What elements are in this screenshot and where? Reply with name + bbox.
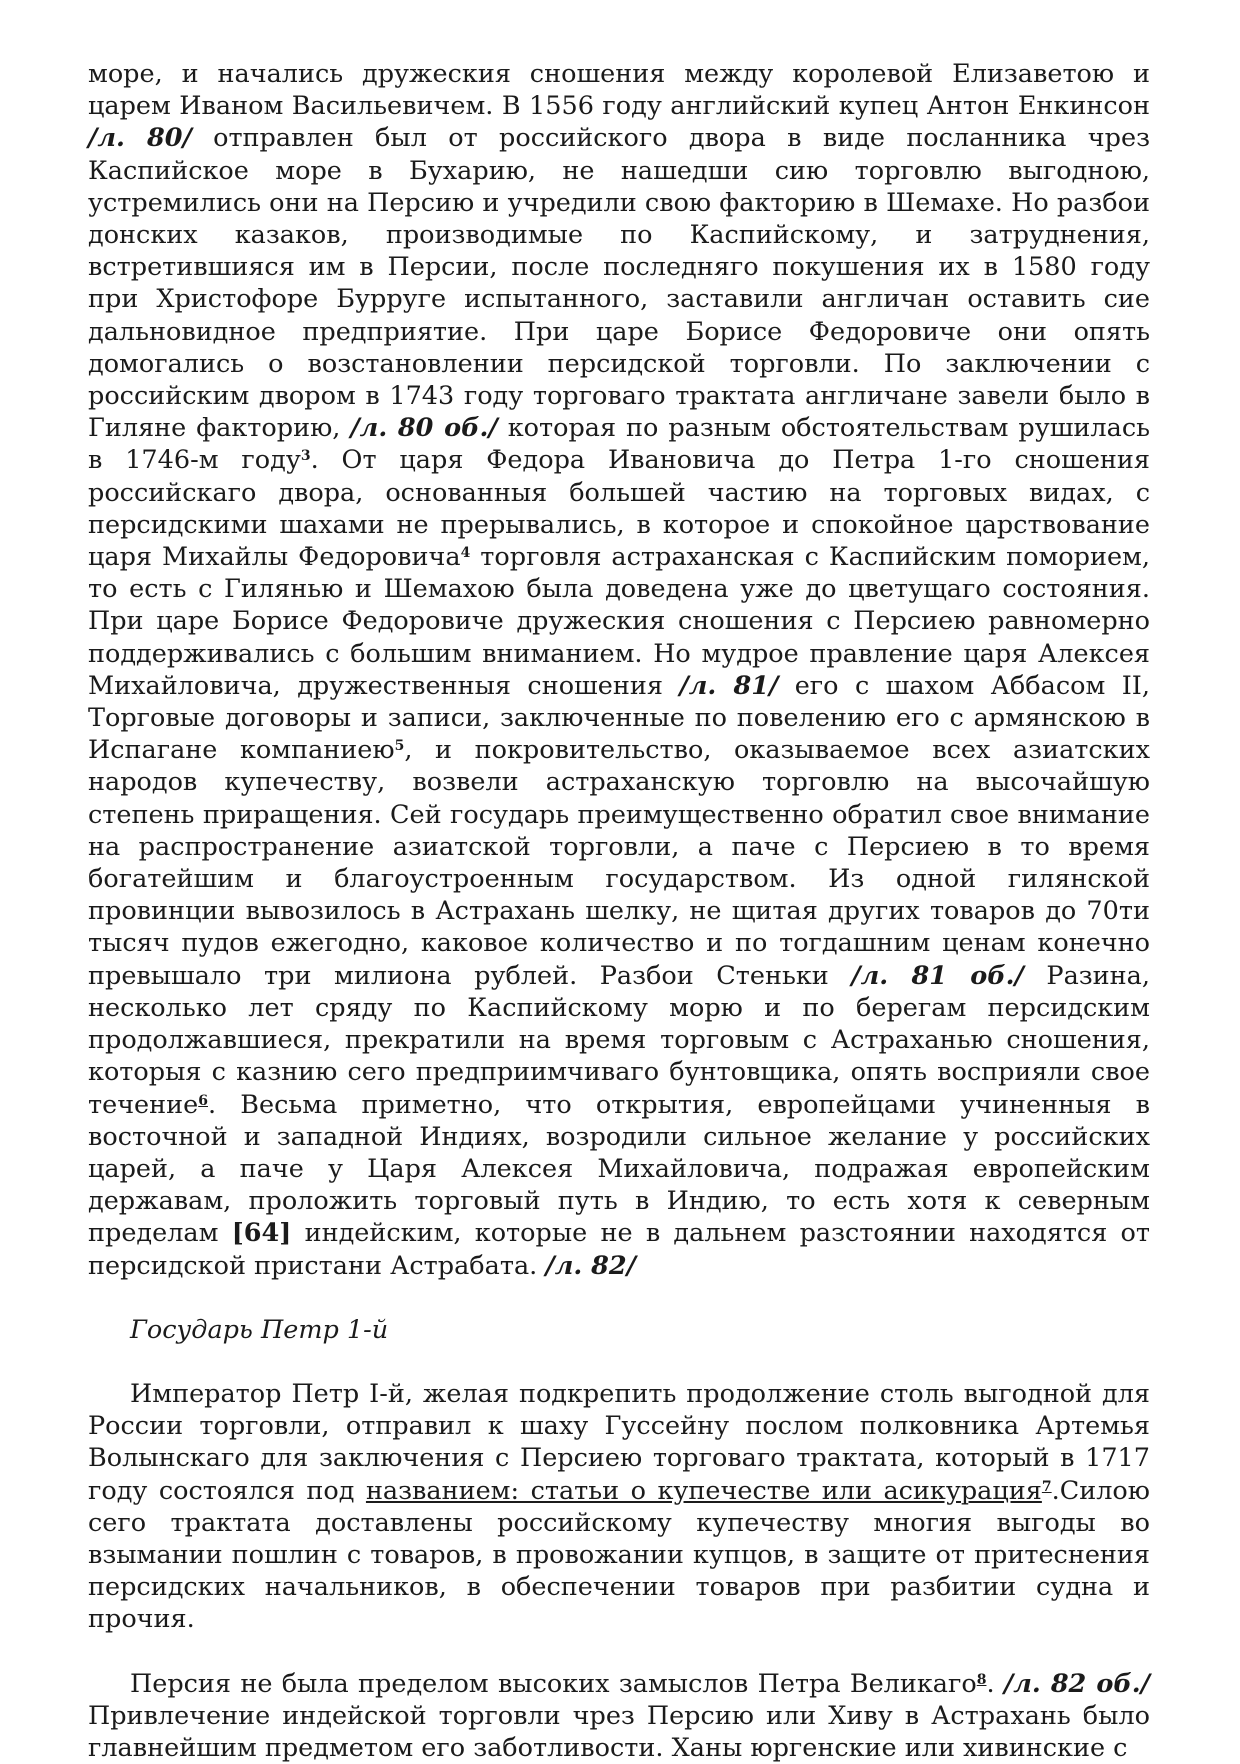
text-run: Разина, несколько лет сряду по Каспийскому морю и по берегам персидским продолжавшиеся, прекратили на время торговым с Астраханью сношения, которыя с казнию сего предприимчиваго бунтовщика, опять восприяли свое течение	[88, 960, 1150, 1120]
document-page	[88, 58, 1150, 1764]
folio-marker: /л. 81 об./	[851, 960, 1024, 991]
footnote-ref[interactable]: 5	[394, 738, 405, 755]
folio-marker: /л. 82 об./	[1003, 1668, 1150, 1699]
footnote-ref[interactable]: 6	[198, 1092, 208, 1109]
footnote-ref[interactable]: 3	[300, 448, 311, 465]
folio-marker: /л. 81/	[679, 670, 779, 701]
folio-marker: /л. 82/	[545, 1250, 636, 1281]
text-run: его с шахом Аббасом II, Торговые договоры и записи, заключенные по повелению его с армянскою в Испагане компаниею	[88, 670, 1150, 766]
section-heading: Государь Петр 1-й	[130, 1314, 389, 1345]
text-run: Император Петр I-й, желая подкрепить продолжение столь выгодной для России торговли, отправил к шаху Гуссейну послом полковника Артемья Волынскаго для заключения с Персиею торговаго трактата, который в 1717 году состоялся под	[88, 1378, 1150, 1506]
paragraph-spacer	[88, 1636, 1150, 1668]
text-run: Привлечение индейской торговли чрез Персию или Хиву в Астрахань было главнейшим предметом его заботливости. Ханы юргенские или хивинские с	[88, 1700, 1150, 1763]
text-run: торговля астраханская с Каспийским поморием, то есть с Гилянью и Шемахою была доведена уже до цветущаго состояния. При царе Борисе Федоровиче дружеския сношения с Персиею равномерно поддерживались с большим вниманием. Но мудрое правление царя Алексея Михайловича, дружественныя сношения	[88, 542, 1150, 701]
text-run: отправлен был от российского двора в виде посланника чрез Каспийское море в Бухарию, не нашедши сию торговлю выгодною, устремились они на Персию и учредили свою факторию в Шемахе. Но разбои донских казаков, производимые по Каспийскому, и затруднения, встретившияся им в Персии, после последняго покушения их в 1580 году при Христофоре Бурруге испытанного, заставили англичан оставить сие дальновидное предприятие. При царе Борисе Федоровиче они опять домогались о возстановлении персидской торговли. По заключении с российским двором в 1743 году торговаго трактата англичане завели было в Гиляне факторию,	[88, 123, 1150, 444]
text-run: индейским, которые не в дальнем разстоянии находятся от персидской пристани Астрабата.	[88, 1218, 1151, 1281]
paragraph-2	[88, 1378, 1150, 1636]
text-run: . Весьма приметно, что открытия, европейцами учиненныя в восточной и западной Индиях, возродили сильное желание у российских царей, а паче у Царя Алексея Михайловича, подражая европейским державам, проложить торговый путь в Индию, то есть хотя к северным пределам	[88, 1089, 1150, 1249]
text-run: которая по разным обстоятельствам рушилась в 1746-м году	[88, 413, 1150, 476]
page-marker: [64]	[231, 1218, 292, 1249]
paragraph-1	[88, 58, 1150, 1282]
text-run: море, и начались дружеския сношения между королевой Елизаветою и царем Иваном Васильевичем. В 1556 году английский купец Антон Енкинсон	[88, 59, 1150, 122]
text-run: , и покровительство, оказываемое всех азиатских народов купечеству, возвели астраханскую торговлю на высочайшую степень приращения. Сей государь преимущественно обратил свое внимание на распространение азиатской торговли, а паче с Персиею в то время богатейшим и благоустроенным государством. Из одной гилянской провинции вывозилось в Астрахань шелку, не щитая других товаров до 70ти тысяч пудов ежегодно, каковое количество и по тогдашним ценам конечно превышало три милиона рублей. Разбои Стеньки	[88, 735, 1150, 991]
text-run: Персия не была пределом высоких замыслов Петра Великаго	[130, 1668, 977, 1699]
underlined-text: названием: статьи о купечестве или асикурация	[365, 1475, 1042, 1506]
footnote-ref[interactable]: 8	[976, 1671, 987, 1688]
text-run: . От царя Федора Ивановича до Петра 1-го сношения российскаго двора, основанныя большей частию на торговых видах, с персидскими шахами не прерывались, в которое и спокойное царствование царя Михайлы Федоровича	[88, 445, 1150, 573]
text-run: .	[986, 1668, 1004, 1699]
paragraph-3	[88, 1668, 1150, 1764]
folio-marker: /л. 80/	[88, 123, 192, 154]
footnote-ref[interactable]: 4	[460, 545, 471, 562]
text-run: .Силою сего трактата доставлены российскому купечеству многия выгоды во взымании пошлин с товаров, в провожании купцов, в защите от притеснения персидских начальников, в обеспечении товаров при разбитии судна и прочия.	[88, 1475, 1150, 1635]
folio-marker: /л. 80 об./	[350, 413, 498, 444]
footnote-ref[interactable]: 7	[1041, 1478, 1052, 1495]
